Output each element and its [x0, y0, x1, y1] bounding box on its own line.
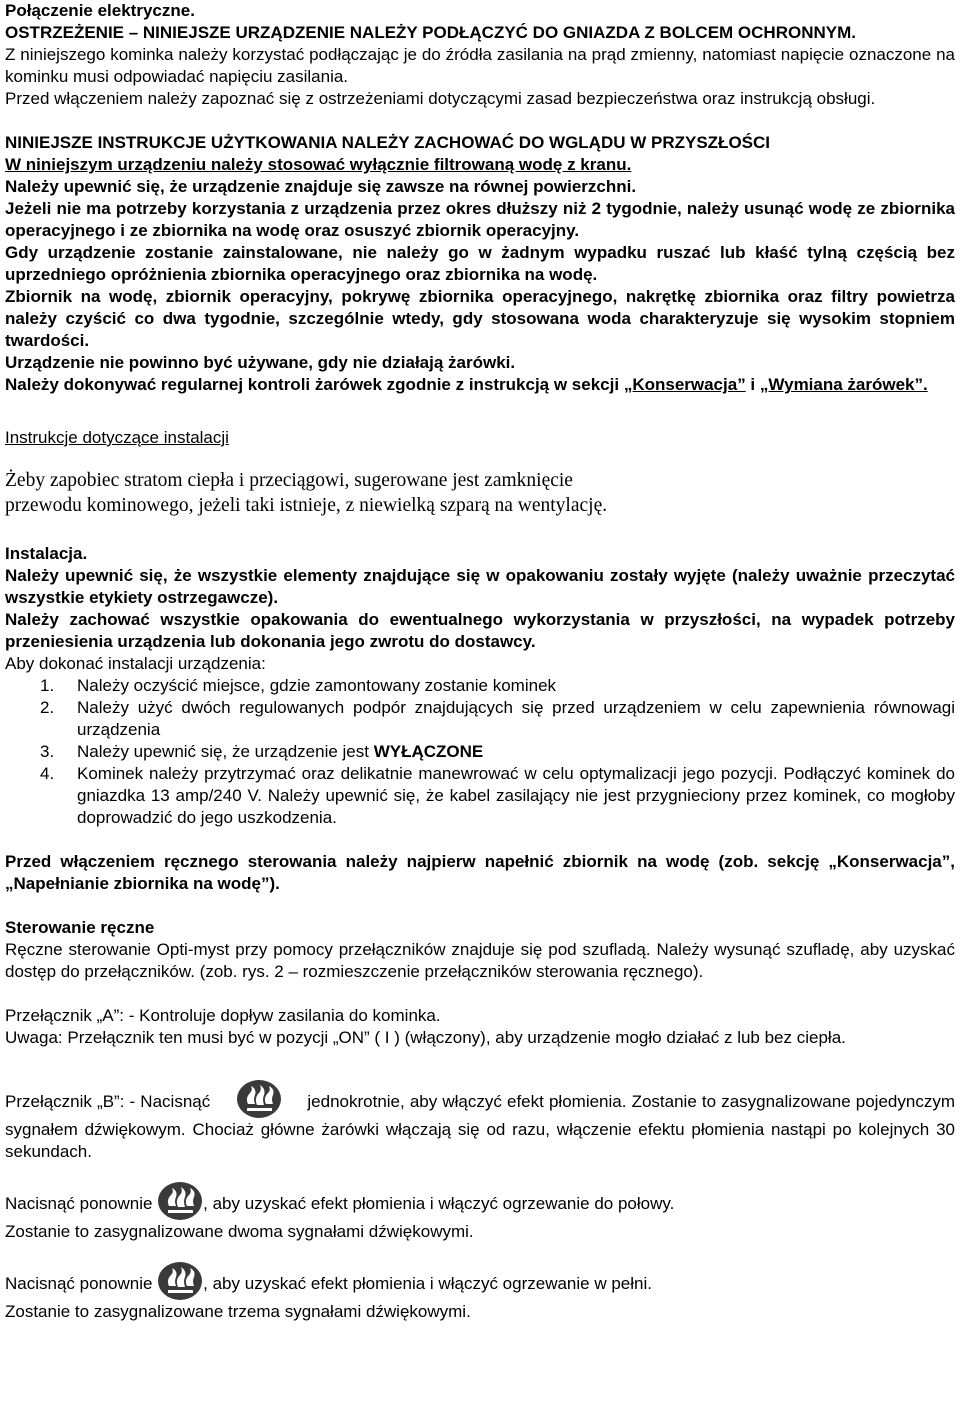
installation-paragraph-1: Należy upewnić się, że wszystkie elementy znajdujące się w opakowaniu zostały wyjęte (należy uważnie przeczytać wszystkie etykiety ostrzegawcze).	[5, 566, 955, 607]
switch-a-note: Uwaga: Przełącznik ten musi być w pozycji „ON” ( I ) (włączony), aby urządzenie mogło działać z lub bez ciepła.	[5, 1028, 846, 1047]
filtered-water-note: W niniejszym urządzeniu należy stosować wyłącznie filtrowaną wodę z kranu.	[5, 155, 632, 174]
electric-warning: OSTRZEŻENIE – NINIEJSZE URZĄDZENIE NALEŻY PODŁĄCZYĆ DO GNIAZDA Z BOLCEM OCHRONNYM.	[5, 23, 856, 42]
flame-heat-button-icon	[157, 1261, 203, 1301]
level-surface-note: Należy upewnić się, że urządzenie znajduje się zawsze na równej powierzchni.	[5, 177, 637, 196]
press-thrice-note: Zostanie to zasygnalizowane trzema sygnałami dźwiękowymi.	[5, 1302, 471, 1321]
manual-control-paragraph: Ręczne sterowanie Opti-myst przy pomocy przełączników znajduje się pod szufladą. Należy wysunąć szufladę, aby uzyskać dostęp do przełączników. (zob. rys. 2 – rozmieszczenie przełączników sterowania ręcznego).	[5, 940, 955, 981]
step-number: 1.	[40, 676, 55, 695]
maintenance-section-link[interactable]: „Konserwacja”	[623, 375, 746, 394]
press-twice-text-2: , aby uzyskać efekt płomienia i włączyć ogrzewanie do połowy.	[203, 1194, 675, 1213]
step-number: 2.	[40, 698, 55, 717]
press-thrice-text-2: , aby uzyskać efekt płomienia i włączyć ogrzewanie w pełni.	[203, 1274, 652, 1293]
flame-heat-button-icon	[157, 1181, 203, 1221]
electric-paragraph-1: Z niniejszego kominka należy korzystać podłączając je do źródła zasilania na prąd zmienny, natomiast napięcie oznaczone na kominku musi odpowiadać napięciu zasilania.	[5, 45, 955, 86]
electric-title: Połączenie elektryczne.	[5, 1, 195, 20]
bulb-check-text: Należy dokonywać regularnej kontroli żarówek zgodnie z instrukcją w sekcji	[5, 375, 624, 394]
installation-intro: Aby dokonać instalacji urządzenia:	[5, 654, 266, 673]
installation-steps	[5, 675, 955, 829]
electric-paragraph-2: Przed włączeniem należy zapoznać się z ostrzeżeniami dotyczącymi zasad bezpieczeństwa oraz instrukcją obsługi.	[5, 89, 876, 108]
press-twice-text: Nacisnąć ponownie	[5, 1194, 153, 1213]
installation-info-line-2: przewodu kominowego, jeżeli taki istnieje, z niewielką szparą na wentylację.	[5, 495, 608, 516]
switch-a-description: Przełącznik „A”: - Kontroluje dopływ zasilania do kominka.	[5, 1006, 441, 1025]
before-manual-control-note: Przed włączeniem ręcznego sterowania należy najpierw napełnić zbiornik na wodę (zob. sekcję „Konserwacja”, „Napełnianie zbiornika na wodę”).	[5, 852, 955, 893]
press-thrice-description	[5, 1261, 955, 1301]
step-text: Należy oczyścić miejsce, gdzie zamontowany zostanie kominek	[77, 676, 557, 695]
unused-period-note: Jeżeli nie ma potrzeby korzystania z urządzenia przez okres dłuższy niż 2 tygodnie, należy usunąć wodę ze zbiornika operacyjnego i ze zbiornika na wodę oraz osuszyć zbiornik operacyjny.	[5, 199, 955, 240]
press-thrice-text: Nacisnąć ponownie	[5, 1274, 153, 1293]
switch-b-text-2: jednokrotnie, aby włączyć efekt płomienia.	[307, 1092, 627, 1111]
cleaning-note: Zbiornik na wodę, zbiornik operacyjny, pokrywę zbiornika operacyjnego, nakrętkę zbiornika oraz filtry powietrza należy czyścić co dwa tygodnie, szczególnie wtedy, gdy stosowana woda charakteryzuje się wysokim stopniem twardości.	[5, 287, 955, 350]
list-item	[5, 697, 955, 741]
list-item	[5, 741, 955, 763]
list-item	[5, 763, 955, 829]
installation-info-title: Instrukcje dotyczące instalacji	[5, 428, 229, 447]
list-item	[5, 675, 955, 697]
keep-instructions-title: NINIEJSZE INSTRUKCJE UŻYTKOWANIA NALEŻY ZACHOWAĆ DO WGLĄDU W PRZYSZŁOŚCI	[5, 133, 771, 152]
step-text: Należy użyć dwóch regulowanych podpór znajdujących się przed urządzeniem w celu zapewnienia równowagi urządzenia	[77, 698, 955, 739]
document-page	[5, 0, 955, 1323]
installation-title: Instalacja.	[5, 544, 88, 563]
press-twice-description	[5, 1181, 955, 1221]
manual-control-title: Sterowanie ręczne	[5, 918, 155, 937]
press-twice-note: Zostanie to zasygnalizowane dwoma sygnałami dźwiękowymi.	[5, 1222, 474, 1241]
step-text: Należy upewnić się, że urządzenie jest	[77, 742, 374, 761]
switch-b-description	[5, 1079, 955, 1163]
switch-b-text-3: Zostanie to zasygnalizowane pojedynczym sygnałem dźwiękowym. Chociaż główne żarówki włączają się od razu, włączenie efektu płomienia nastąpi po kolejnych 30 sekundach.	[5, 1092, 955, 1161]
bulb-check-conj: i	[745, 375, 760, 394]
step-number: 4.	[40, 764, 55, 783]
installation-paragraph-2: Należy zachować wszystkie opakowania do ewentualnego wykorzystania w przyszłości, na wypadek potrzeby przeniesienia urządzenia lub dokonania jego zwrotu do dostawcy.	[5, 610, 955, 651]
step-text: Kominek należy przytrzymać oraz delikatnie manewrować w celu optymalizacji jego pozycji. Podłączyć kominek do gniazdka 13 amp/240 V. Należy upewnić się, że kabel zasilający nie jest przygnieciony przez kominek, co mogłoby doprowadzić do jego uszkodzenia.	[77, 764, 955, 827]
bulbs-note: Urządzenie nie powinno być używane, gdy nie działają żarówki.	[5, 353, 516, 372]
step-number: 3.	[40, 742, 55, 761]
moving-note: Gdy urządzenie zostanie zainstalowane, nie należy go w żadnym wypadku ruszać lub kłaść tylną częścią bez uprzedniego opróżnienia zbiornika operacyjnego oraz zbiornika na wodę.	[5, 243, 955, 284]
bulb-check-note	[5, 374, 955, 396]
step-emphasis: WYŁĄCZONE	[373, 742, 484, 761]
bulb-replacement-section-link[interactable]: „Wymiana żarówek”.	[759, 375, 928, 394]
switch-b-text: Przełącznik „B”: - Nacisnąć	[5, 1092, 211, 1111]
flame-heat-button-icon	[236, 1079, 282, 1119]
installation-info-line-1: Żeby zapobiec stratom ciepła i przeciągowi, sugerowane jest zamknięcie	[5, 470, 573, 491]
